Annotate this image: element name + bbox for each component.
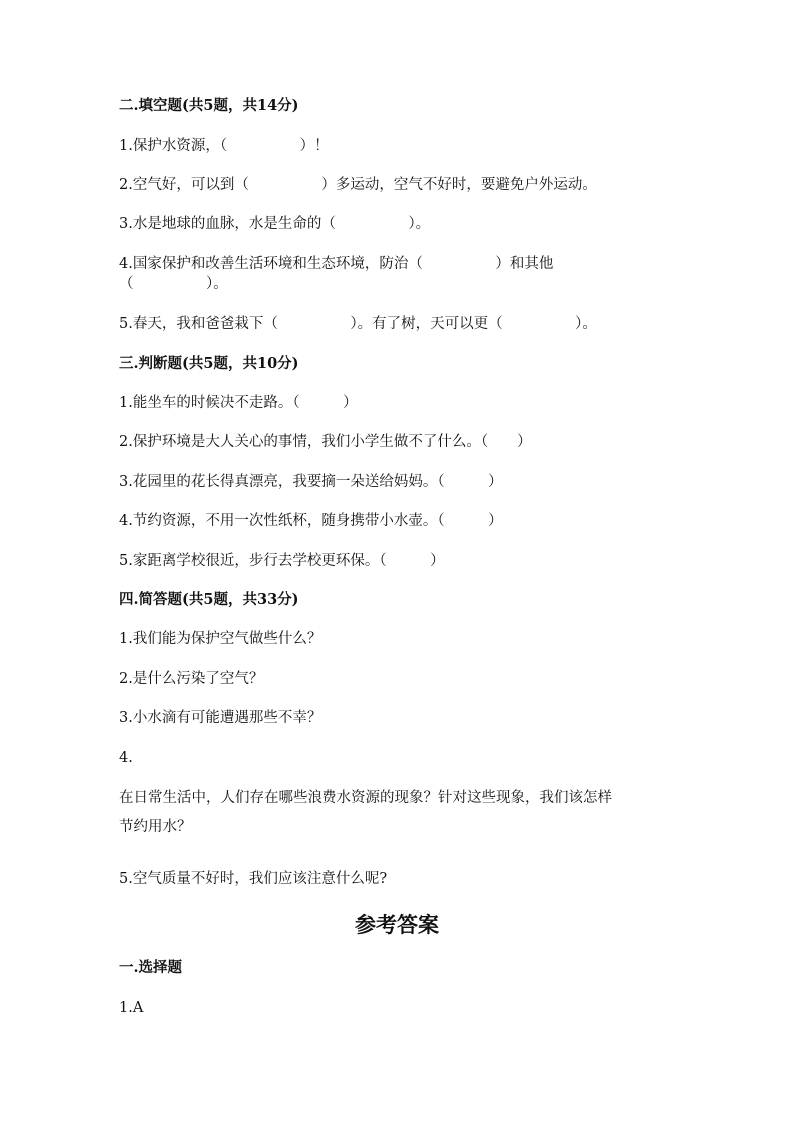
short-answer-q2: 2.是什么污染了空气？ (119, 671, 264, 687)
short-answer-q4-line2: 节约用水？ (119, 819, 192, 835)
short-answer-q3: 3.小水滴有可能遭遇那些不幸？ (119, 710, 322, 726)
true-false-heading: 三.判断题(共5题，共10分) (119, 355, 299, 372)
short-answer-q1: 1.我们能为保护空气做些什么？ (119, 631, 322, 647)
true-false-q2: 2.保护环境是大人关心的事情，我们小学生做不了什么。（ ） (119, 434, 532, 450)
fill-blank-q2: 2.空气好，可以到（ ）多运动，空气不好时，要避免户外运动。 (119, 177, 597, 193)
fill-blank-q1: 1.保护水资源，（ ）！ (119, 138, 329, 154)
short-answer-q4-number: 4. (119, 750, 133, 766)
fill-blank-heading: 二.填空题(共5题，共14分) (119, 97, 299, 114)
answer-key-section1-heading: 一.选择题 (119, 959, 183, 976)
short-answer-heading: 四.简答题(共5题，共33分) (119, 591, 299, 608)
true-false-q1: 1.能坐车的时候决不走路。（ ） (119, 395, 358, 411)
fill-blank-q5: 5.春天，我和爸爸栽下（ ）。有了树，天可以更（ ）。 (119, 316, 597, 332)
true-false-q4: 4.节约资源，不用一次性纸杯，随身携带小水壶。（ ） (119, 513, 503, 529)
short-answer-q5: 5.空气质量不好时，我们应该注意什么呢? (119, 871, 388, 887)
answer-key-title: 参考答案 (355, 912, 439, 937)
true-false-q3: 3.花园里的花长得真漂亮，我要摘一朵送给妈妈。（ ） (119, 474, 503, 490)
fill-blank-q4-line2: （ ）。 (119, 276, 228, 292)
true-false-q5: 5.家距离学校很近，步行去学校更环保。（ ） (119, 553, 445, 569)
fill-blank-q4-line1: 4.国家保护和改善生活环境和生态环境，防治（ ）和其他 (119, 256, 554, 272)
answer-key-item1: 1.A (119, 1000, 144, 1016)
short-answer-q4-line1: 在日常生活中，人们存在哪些浪费水资源的现象？针对这些现象，我们该怎样 (119, 790, 612, 806)
fill-blank-q3: 3.水是地球的血脉，水是生命的（ ）。 (119, 216, 431, 232)
